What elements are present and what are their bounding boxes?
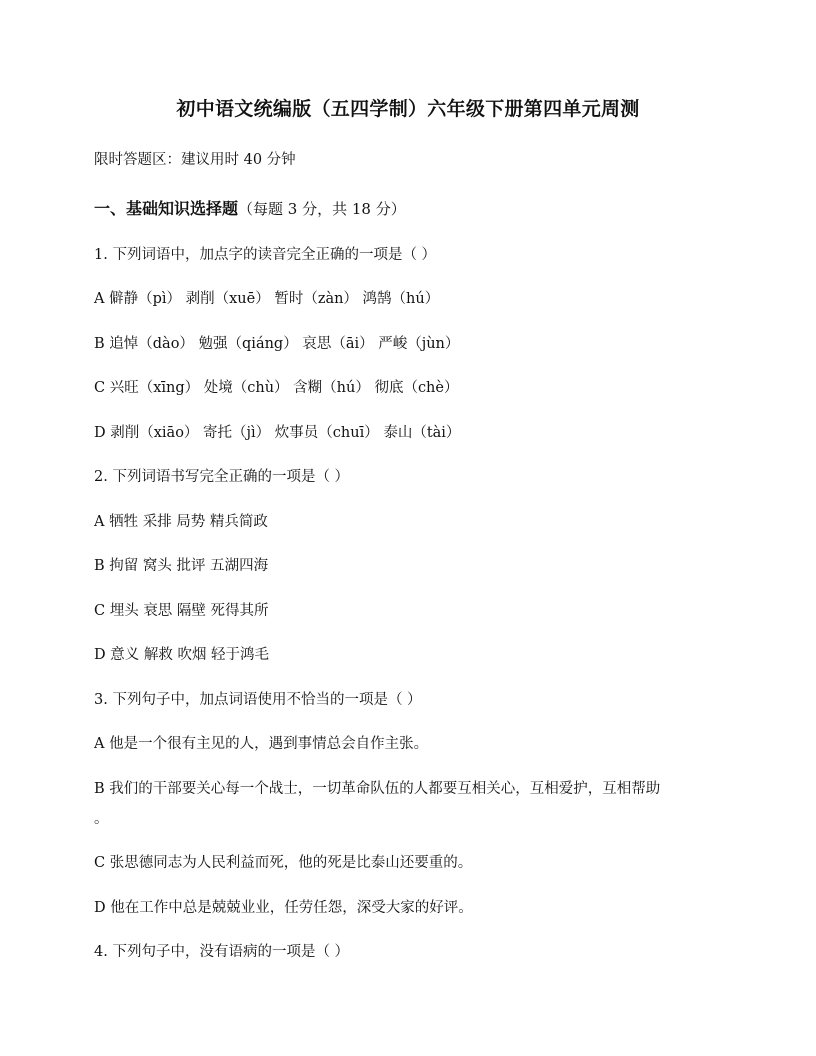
question-2-option-b: B 拘留 窝头 批评 五湖四海 (94, 558, 269, 574)
question-3-option-c: C 张思德同志为人民利益而死，他的死是比泰山还要重的。 (94, 855, 473, 871)
question-1-option-c: C 兴旺（xīng） 处境（chù） 含糊（hú） 彻底（chè） (94, 380, 459, 396)
time-note: 限时答题区：建议用时 40 分钟 (94, 152, 296, 168)
document-title: 初中语文统编版（五四学制）六年级下册第四单元周测 (176, 98, 640, 120)
question-3-option-d: D 他在工作中总是兢兢业业，任劳任怨，深受大家的好评。 (94, 900, 473, 916)
question-1-option-a: A 僻静（pì） 剥削（xuē） 暂时（zàn） 鸿鹄（hú） (94, 291, 440, 307)
question-3-option-a: A 他是一个很有主见的人，遇到事情总会自作主张。 (94, 736, 429, 752)
section-points: （每题 3 分，共 18 分） (238, 200, 406, 218)
question-4-stem: 4. 下列句子中，没有语病的一项是（ ） (94, 944, 350, 960)
question-2-option-d: D 意义 解救 吹烟 轻于鸿毛 (94, 647, 270, 663)
question-2-option-c: C 埋头 衰思 隔壁 死得其所 (94, 603, 269, 619)
question-3-option-b-continued: 。 (94, 811, 109, 827)
question-1-option-b: B 追悼（dào） 勉强（qiáng） 哀思（āi） 严峻（jùn） (94, 336, 460, 352)
question-1-option-d: D 剥削（xiāo） 寄托（jì） 炊事员（chuī） 泰山（tài） (94, 425, 461, 441)
question-1-stem: 1. 下列词语中，加点字的读音完全正确的一项是（ ） (94, 247, 437, 263)
question-2-stem: 2. 下列词语书写完全正确的一项是（ ） (94, 469, 350, 485)
section-title: 一、基础知识选择题 (94, 199, 239, 218)
question-3-stem: 3. 下列句子中，加点词语使用不恰当的一项是（ ） (94, 692, 422, 708)
section-heading (94, 196, 406, 219)
question-2-option-a: A 牺牲 采排 局势 精兵简政 (94, 514, 268, 530)
question-3-option-b: B 我们的干部要关心每一个战士，一切革命队伍的人都要互相关心，互相爱护，互相帮助 (94, 781, 661, 797)
